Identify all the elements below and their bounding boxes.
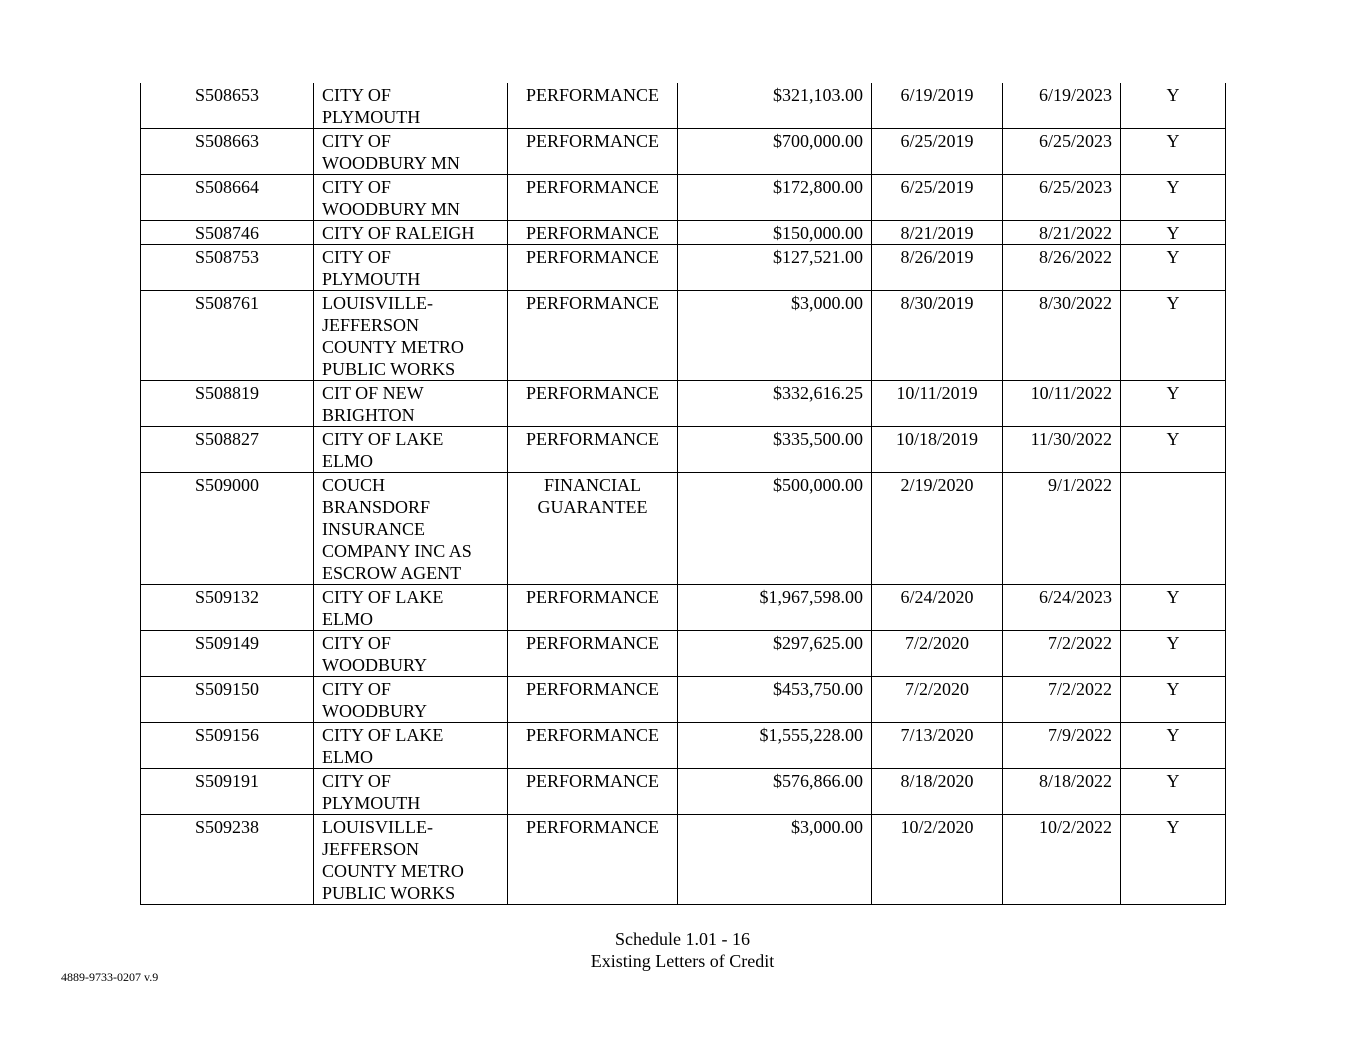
flag-cell: Y (1121, 631, 1226, 677)
beneficiary-cell: CIT OF NEW BRIGHTON (314, 381, 508, 427)
expiry-date-cell: 8/30/2022 (1003, 291, 1121, 381)
expiry-date-cell: 11/30/2022 (1003, 427, 1121, 473)
beneficiary-cell: CITY OF LAKE ELMO (314, 585, 508, 631)
flag-cell: Y (1121, 83, 1226, 129)
loc-number-cell: S508819 (141, 381, 314, 427)
loc-type-cell: PERFORMANCE (508, 427, 678, 473)
amount-cell: $1,967,598.00 (678, 585, 872, 631)
table-row (141, 129, 1226, 175)
flag-cell: Y (1121, 175, 1226, 221)
loc-type-cell: PERFORMANCE (508, 585, 678, 631)
beneficiary-cell: CITY OF RALEIGH (314, 221, 508, 245)
beneficiary-cell: CITY OF WOODBURY (314, 631, 508, 677)
table-row (141, 245, 1226, 291)
amount-cell: $127,521.00 (678, 245, 872, 291)
expiry-date-cell: 9/1/2022 (1003, 473, 1121, 585)
table-row (141, 815, 1226, 905)
amount-cell: $172,800.00 (678, 175, 872, 221)
issue-date-cell: 7/2/2020 (872, 631, 1003, 677)
amount-cell: $3,000.00 (678, 291, 872, 381)
issue-date-cell: 8/26/2019 (872, 245, 1003, 291)
table-row (141, 677, 1226, 723)
loc-type-cell: PERFORMANCE (508, 815, 678, 905)
beneficiary-cell: CITY OF LAKE ELMO (314, 427, 508, 473)
loc-number-cell: S508753 (141, 245, 314, 291)
loc-type-cell: PERFORMANCE (508, 723, 678, 769)
issue-date-cell: 8/18/2020 (872, 769, 1003, 815)
beneficiary-cell: CITY OF WOODBURY (314, 677, 508, 723)
expiry-date-cell: 7/2/2022 (1003, 631, 1121, 677)
issue-date-cell: 2/19/2020 (872, 473, 1003, 585)
table-row (141, 83, 1226, 129)
issue-date-cell: 10/2/2020 (872, 815, 1003, 905)
flag-cell: Y (1121, 815, 1226, 905)
issue-date-cell: 6/19/2019 (872, 83, 1003, 129)
beneficiary-cell: CITY OF WOODBURY MN (314, 129, 508, 175)
expiry-date-cell: 7/2/2022 (1003, 677, 1121, 723)
issue-date-cell: 7/13/2020 (872, 723, 1003, 769)
issue-date-cell: 7/2/2020 (872, 677, 1003, 723)
loc-type-cell: PERFORMANCE (508, 129, 678, 175)
table-row (141, 769, 1226, 815)
amount-cell: $321,103.00 (678, 83, 872, 129)
loc-type-cell: PERFORMANCE (508, 245, 678, 291)
amount-cell: $297,625.00 (678, 631, 872, 677)
flag-cell: Y (1121, 769, 1226, 815)
schedule-number: Schedule 1.01 - 16 (615, 929, 750, 949)
letters-of-credit-table (140, 83, 1226, 905)
table-row (141, 723, 1226, 769)
table-row (141, 175, 1226, 221)
expiry-date-cell: 6/19/2023 (1003, 83, 1121, 129)
flag-cell: Y (1121, 427, 1226, 473)
issue-date-cell: 8/30/2019 (872, 291, 1003, 381)
loc-number-cell: S509191 (141, 769, 314, 815)
amount-cell: $500,000.00 (678, 473, 872, 585)
beneficiary-cell: LOUISVILLE- JEFFERSON COUNTY METRO PUBLIC WORKS (314, 291, 508, 381)
issue-date-cell: 6/25/2019 (872, 129, 1003, 175)
loc-type-cell: PERFORMANCE (508, 291, 678, 381)
amount-cell: $453,750.00 (678, 677, 872, 723)
beneficiary-cell: LOUISVILLE- JEFFERSON COUNTY METRO PUBLIC WORKS (314, 815, 508, 905)
expiry-date-cell: 8/18/2022 (1003, 769, 1121, 815)
flag-cell: Y (1121, 221, 1226, 245)
table-row (141, 473, 1226, 585)
issue-date-cell: 10/11/2019 (872, 381, 1003, 427)
flag-cell (1121, 473, 1226, 585)
beneficiary-cell: CITY OF PLYMOUTH (314, 769, 508, 815)
flag-cell: Y (1121, 677, 1226, 723)
loc-number-cell: S508653 (141, 83, 314, 129)
beneficiary-cell: COUCH BRANSDORF INSURANCE COMPANY INC AS ESCROW AGENT (314, 473, 508, 585)
beneficiary-cell: CITY OF PLYMOUTH (314, 83, 508, 129)
loc-type-cell: FINANCIAL GUARANTEE (508, 473, 678, 585)
table-body (141, 83, 1226, 905)
loc-type-cell: PERFORMANCE (508, 631, 678, 677)
expiry-date-cell: 10/2/2022 (1003, 815, 1121, 905)
table-row (141, 221, 1226, 245)
issue-date-cell: 8/21/2019 (872, 221, 1003, 245)
table-row (141, 585, 1226, 631)
amount-cell: $150,000.00 (678, 221, 872, 245)
loc-number-cell: S508664 (141, 175, 314, 221)
loc-type-cell: PERFORMANCE (508, 677, 678, 723)
loc-type-cell: PERFORMANCE (508, 381, 678, 427)
issue-date-cell: 6/24/2020 (872, 585, 1003, 631)
expiry-date-cell: 8/26/2022 (1003, 245, 1121, 291)
loc-number-cell: S509132 (141, 585, 314, 631)
amount-cell: $1,555,228.00 (678, 723, 872, 769)
loc-number-cell: S508663 (141, 129, 314, 175)
table-row (141, 381, 1226, 427)
amount-cell: $700,000.00 (678, 129, 872, 175)
expiry-date-cell: 6/25/2023 (1003, 129, 1121, 175)
document-id: 4889-9733-0207 v.9 (61, 970, 159, 984)
loc-number-cell: S509238 (141, 815, 314, 905)
flag-cell: Y (1121, 129, 1226, 175)
expiry-date-cell: 8/21/2022 (1003, 221, 1121, 245)
expiry-date-cell: 6/25/2023 (1003, 175, 1121, 221)
beneficiary-cell: CITY OF WOODBURY MN (314, 175, 508, 221)
loc-number-cell: S509156 (141, 723, 314, 769)
flag-cell: Y (1121, 585, 1226, 631)
loc-type-cell: PERFORMANCE (508, 175, 678, 221)
loc-number-cell: S509150 (141, 677, 314, 723)
loc-number-cell: S509000 (141, 473, 314, 585)
loc-number-cell: S508746 (141, 221, 314, 245)
expiry-date-cell: 7/9/2022 (1003, 723, 1121, 769)
issue-date-cell: 10/18/2019 (872, 427, 1003, 473)
expiry-date-cell: 6/24/2023 (1003, 585, 1121, 631)
loc-number-cell: S508827 (141, 427, 314, 473)
issue-date-cell: 6/25/2019 (872, 175, 1003, 221)
expiry-date-cell: 10/11/2022 (1003, 381, 1121, 427)
table-row (141, 631, 1226, 677)
table-row (141, 427, 1226, 473)
table-row (141, 291, 1226, 381)
loc-number-cell: S508761 (141, 291, 314, 381)
flag-cell: Y (1121, 245, 1226, 291)
loc-type-cell: PERFORMANCE (508, 83, 678, 129)
amount-cell: $332,616.25 (678, 381, 872, 427)
loc-number-cell: S509149 (141, 631, 314, 677)
loc-type-cell: PERFORMANCE (508, 769, 678, 815)
amount-cell: $576,866.00 (678, 769, 872, 815)
flag-cell: Y (1121, 291, 1226, 381)
flag-cell: Y (1121, 723, 1226, 769)
amount-cell: $3,000.00 (678, 815, 872, 905)
page-footer (0, 928, 1365, 972)
flag-cell: Y (1121, 381, 1226, 427)
beneficiary-cell: CITY OF PLYMOUTH (314, 245, 508, 291)
amount-cell: $335,500.00 (678, 427, 872, 473)
schedule-title: Existing Letters of Credit (590, 951, 775, 971)
loc-type-cell: PERFORMANCE (508, 221, 678, 245)
beneficiary-cell: CITY OF LAKE ELMO (314, 723, 508, 769)
